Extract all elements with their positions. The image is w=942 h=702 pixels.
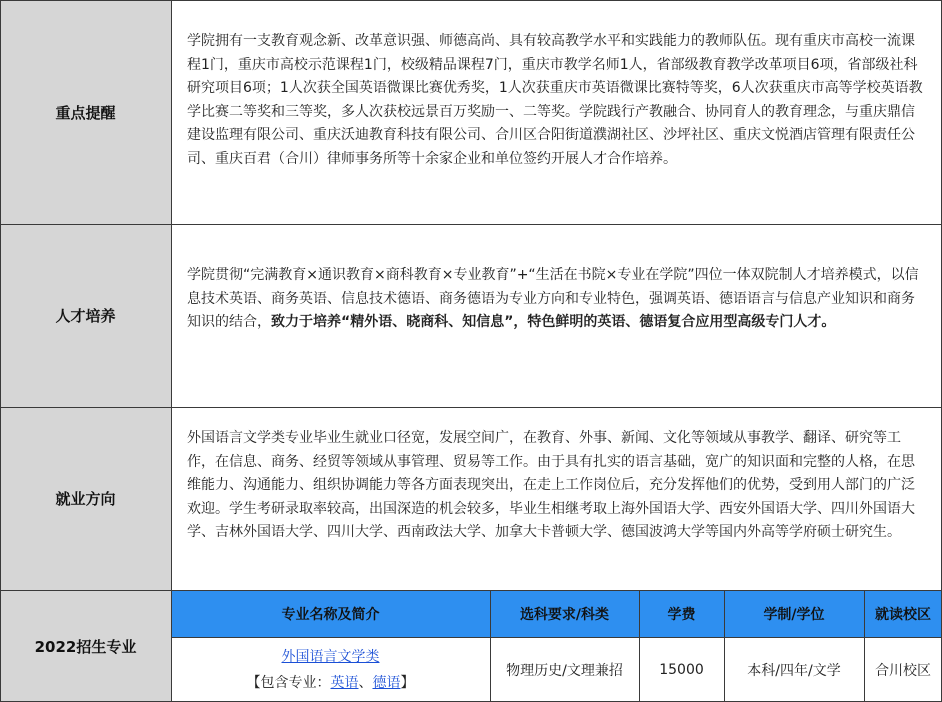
paragraph: 外国语言文学类专业毕业生就业口径宽，发展空间广，在教育、外事、新闻、文化等领域从事教学、翻译、研究等工作，在信息、商务、经贸等领域从事管理、贸易等工作。由于具有扎实的语言基础，宽广的知识面和完整的人格，在思维能力、沟通能力、组织协调能力等各方面表现突出，在走上工作岗位后，充分发挥他们的优势，受到用人部门的广泛欢迎。学生考研录取率较高，出国深造的机会较多，毕业生相继考取上海外国语大学、西安外国语大学、四川外国语大学、吉林外国语大学、四川大学、西南政法大学、加拿大卡普顿大学、德国波鸿大学等国内外高等学府硕士研究生。 (187, 430, 915, 540)
cell-text: 本科/四年/文学 (747, 662, 841, 679)
major-name-link[interactable]: 外国语言文学类 (281, 648, 380, 665)
cell-text: 15000 (659, 661, 704, 678)
border-col-2 (639, 590, 640, 702)
row-label-career-direction (0, 407, 171, 590)
sub-majors (247, 670, 415, 696)
cell-text: 合川校区 (875, 662, 931, 679)
paragraph (187, 264, 928, 335)
header-tuition (639, 590, 724, 637)
border-top (0, 0, 942, 1)
row-label-text: 就业方向 (55, 490, 116, 508)
border-row-2 (0, 407, 942, 408)
row-content-key-reminder (171, 0, 942, 224)
row-label-talent-training (0, 224, 171, 407)
border-col-1 (490, 590, 491, 702)
border-header-bottom (171, 637, 942, 638)
cell-text: 物理历史/文理兼招 (506, 662, 623, 679)
border-col-4 (864, 590, 865, 702)
row-content-talent-training (171, 224, 942, 407)
cell-subject-requirement (490, 637, 639, 702)
row-label-key-reminder (0, 0, 171, 224)
paragraph-text: 学院贯彻“完满教育×通识教育×商科教育×专业教育”+“生活在书院×专业在学院”四位一体双院制人才培养模式，以信息技术英语、商务英语、信息技术德语、商务德语为专业方向和专业特色，强调英语、德语语言与信息产业知识和商务知识的结合， (187, 267, 919, 330)
border-label-divider (171, 0, 172, 702)
sub-major-german-link[interactable]: 德语 (372, 674, 401, 691)
sub-majors-separator: 、 (358, 674, 373, 691)
cell-tuition (639, 637, 724, 702)
header-major-name (171, 590, 490, 637)
header-campus (864, 590, 942, 637)
row-label-text: 人才培养 (55, 307, 116, 325)
sub-major-english-link[interactable]: 英语 (330, 674, 359, 691)
header-text: 专业名称及简介 (281, 606, 380, 623)
cell-campus (864, 637, 942, 702)
header-text: 学费 (667, 606, 696, 623)
cell-major-name (171, 637, 490, 702)
paragraph-bold-text: 致力于培养“精外语、晓商科、知信息”，特色鲜明的英语、德语复合应用型高级专门人才。 (271, 314, 836, 330)
header-text: 选科要求/科类 (519, 606, 610, 623)
row-content-career-direction (171, 407, 942, 590)
border-col-3 (724, 590, 725, 702)
row-label-text: 重点提醒 (55, 103, 116, 122)
border-row-1 (0, 224, 942, 225)
header-duration-degree (724, 590, 864, 637)
paragraph: 学院拥有一支教育观念新、改革意识强、师德高尚、具有较高教学水平和实践能力的教师队伍。现有重庆市高校一流课程1门，重庆市高校示范课程1门，校级精品课程7门，重庆市教学名师1人，省部级教育教学改革项目6项，省部级社科研究项目6项；1人次获全国英语微课比赛优秀奖，1人次获重庆市英语微课比赛特等奖，6人次获重庆市高等学校英语教学比赛二等奖和三等奖，多人次获校远景百万奖励一、二等奖。学院践行产教融合、协同育人的教育理念，与重庆鼎信建设监理有限公司、重庆沃迪教育科技有限公司、合川区合阳街道濮湖社区、沙坪社区、重庆文悦酒店管理有限责任公司、重庆百君（合川）律师事务所等十余家企业和单位签约开展人才合作培养。 (187, 33, 923, 167)
border-left (0, 0, 1, 702)
row-label-enrollment (0, 590, 171, 702)
header-text: 就读校区 (875, 606, 931, 623)
sub-majors-prefix: 【包含专业： (246, 674, 331, 691)
border-row-3 (0, 590, 942, 591)
header-subject-requirement (490, 590, 639, 637)
row-label-text: 2022招生专业 (34, 637, 137, 656)
cell-duration-degree (724, 637, 864, 702)
header-text: 学制/学位 (763, 606, 825, 623)
sub-majors-suffix: 】 (400, 674, 415, 691)
